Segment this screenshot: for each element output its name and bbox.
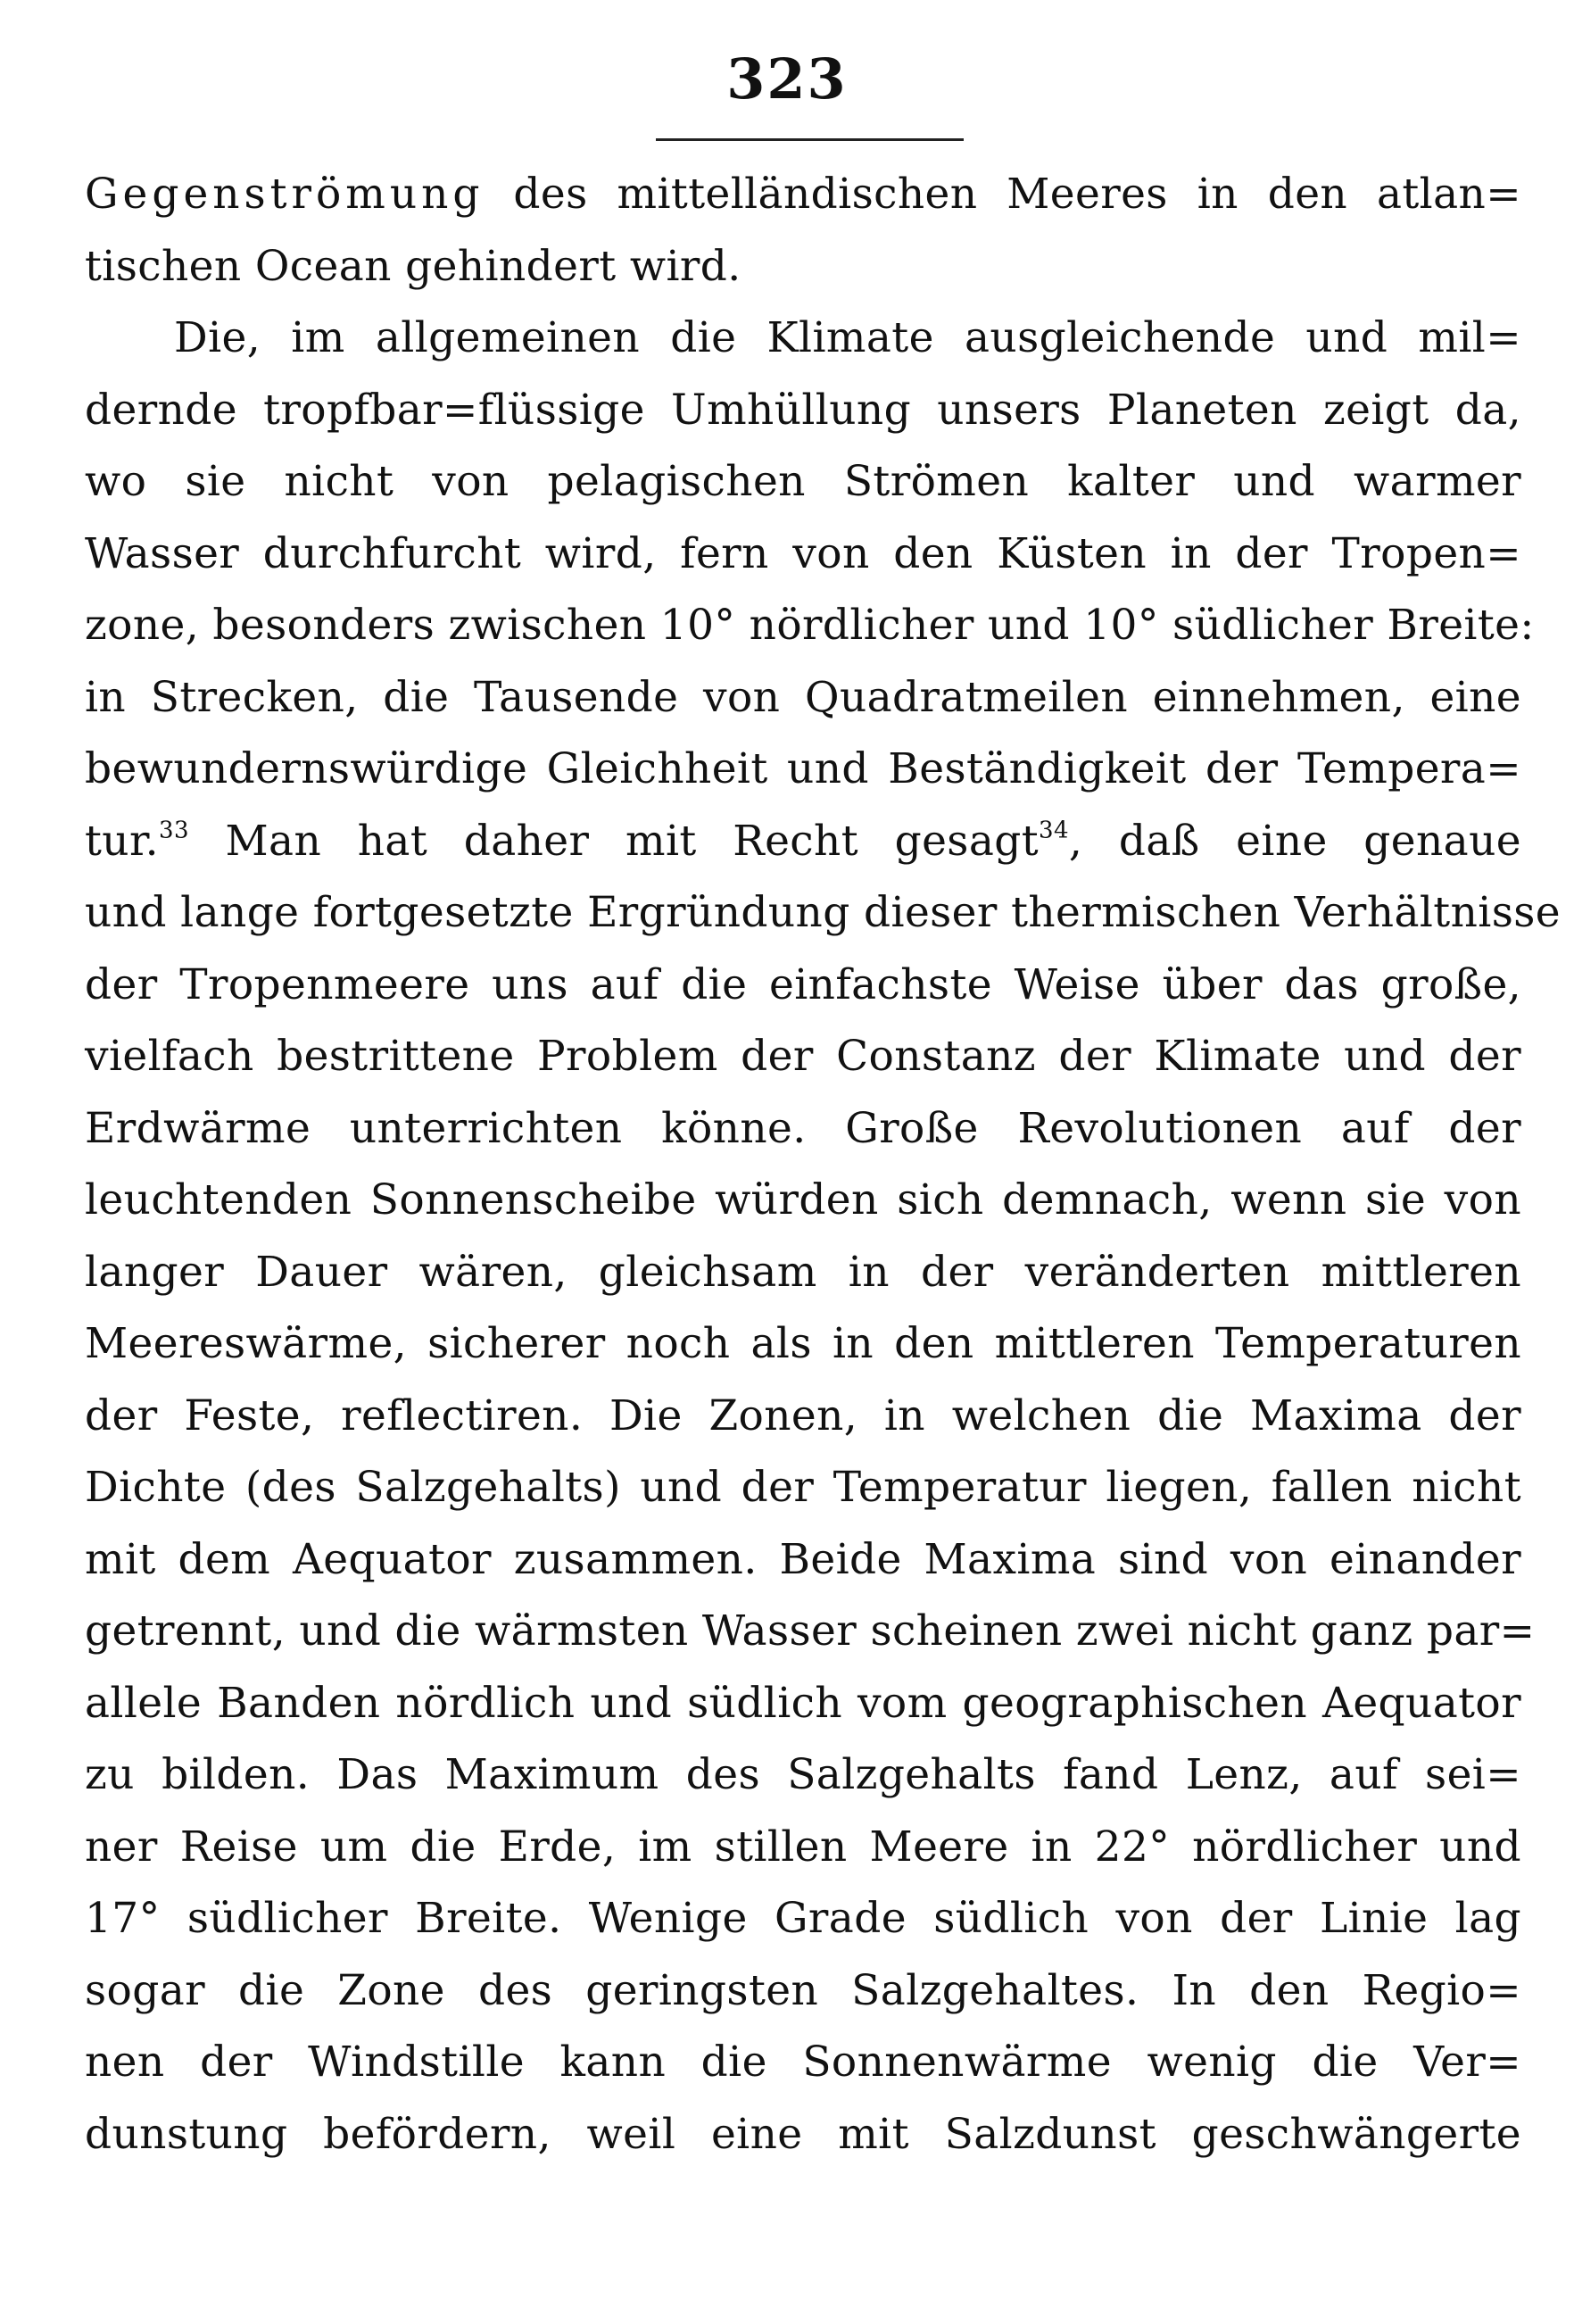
text-line: wo sie nicht von pelagischen Strömen kalter und warmer (85, 457, 1521, 506)
text-line: bewundernswürdige Gleichheit und Beständigkeit der Tempera= (85, 744, 1521, 793)
text-line: getrennt, und die wärmsten Wasser scheinen zwei nicht ganz par= (85, 1606, 1536, 1656)
text-line: Dichte (des Salzgehalts) und der Temperatur liegen, fallen nicht (85, 1463, 1521, 1512)
text-line: tischen Ocean gehindert wird. (85, 241, 741, 291)
text-line: der Tropenmeere uns auf die einfachste Weise über das große, (85, 959, 1521, 1009)
paragraph-start-line: Die, im allgemeinen die Klimate ausgleichende und mil= (174, 313, 1521, 362)
text-line: tur.$^{33}$ Man hat daher mit Recht gesagt$^{34}$, daß eine genaue (85, 816, 1521, 866)
text-line: Wasser durchfurcht wird, fern von den Küsten in der Tropen= (85, 528, 1521, 578)
text-line: der Feste, reflectiren. Die Zonen, in welchen die Maxima der (85, 1390, 1521, 1440)
text-line: Gegenströmung des mittelländischen Meeres in den atlan= (85, 170, 1521, 219)
text-line: 17° südlicher Breite. Wenige Grade südlich von der Linie lag (85, 1894, 1521, 1943)
text-line: Meereswärme, sicherer noch als in den mittleren Temperaturen (85, 1319, 1521, 1368)
text-line: in Strecken, die Tausende von Quadratmeilen einnehmen, eine (85, 672, 1521, 722)
text-line: zone, besonders zwischen 10° nördlicher und 10° südlicher Breite: (85, 601, 1535, 650)
page-number: 323 (726, 46, 848, 112)
footnote-marker: 34 (1039, 817, 1069, 843)
text-line: mit dem Aequator zusammen. Beide Maxima sind von einander (85, 1534, 1521, 1584)
text-line: Erdwärme unterrichten könne. Große Revolutionen auf der (85, 1103, 1521, 1153)
text-line: sogar die Zone des geringsten Salzgehaltes. In den Regio= (85, 1965, 1521, 2015)
text-line: ner Reise um die Erde, im stillen Meere in 22° nördlicher und (85, 1822, 1521, 1872)
footnote-marker: 33 (159, 817, 189, 843)
text-line: langer Dauer wären, gleichsam in der veränderten mittleren (85, 1247, 1521, 1297)
header-rule (656, 138, 964, 141)
text-line: allele Banden nördlich und südlich vom geographischen Aequator (85, 1678, 1521, 1728)
text-line: dunstung befördern, weil eine mit Salzdunst geschwängerte (85, 2109, 1521, 2159)
text-line: nen der Windstille kann die Sonnenwärme wenig die Ver= (85, 2038, 1521, 2087)
text-line: zu bilden. Das Maximum des Salzgehalts fand Lenz, auf sei= (85, 1750, 1521, 1799)
text-line: vielfach bestrittene Problem der Constanz der Klimate und der (85, 1032, 1521, 1081)
text-line: und lange fortgesetzte Ergründung dieser thermischen Verhältnisse (85, 888, 1561, 937)
text-line: dernde tropfbar=flüssige Umhüllung unsers Planeten zeigt da, (85, 385, 1521, 435)
text-line: leuchtenden Sonnenscheibe würden sich demnach, wenn sie von (85, 1175, 1521, 1224)
body-text (85, 159, 1561, 2170)
emphasized-word: Gegenströmung (85, 170, 485, 219)
